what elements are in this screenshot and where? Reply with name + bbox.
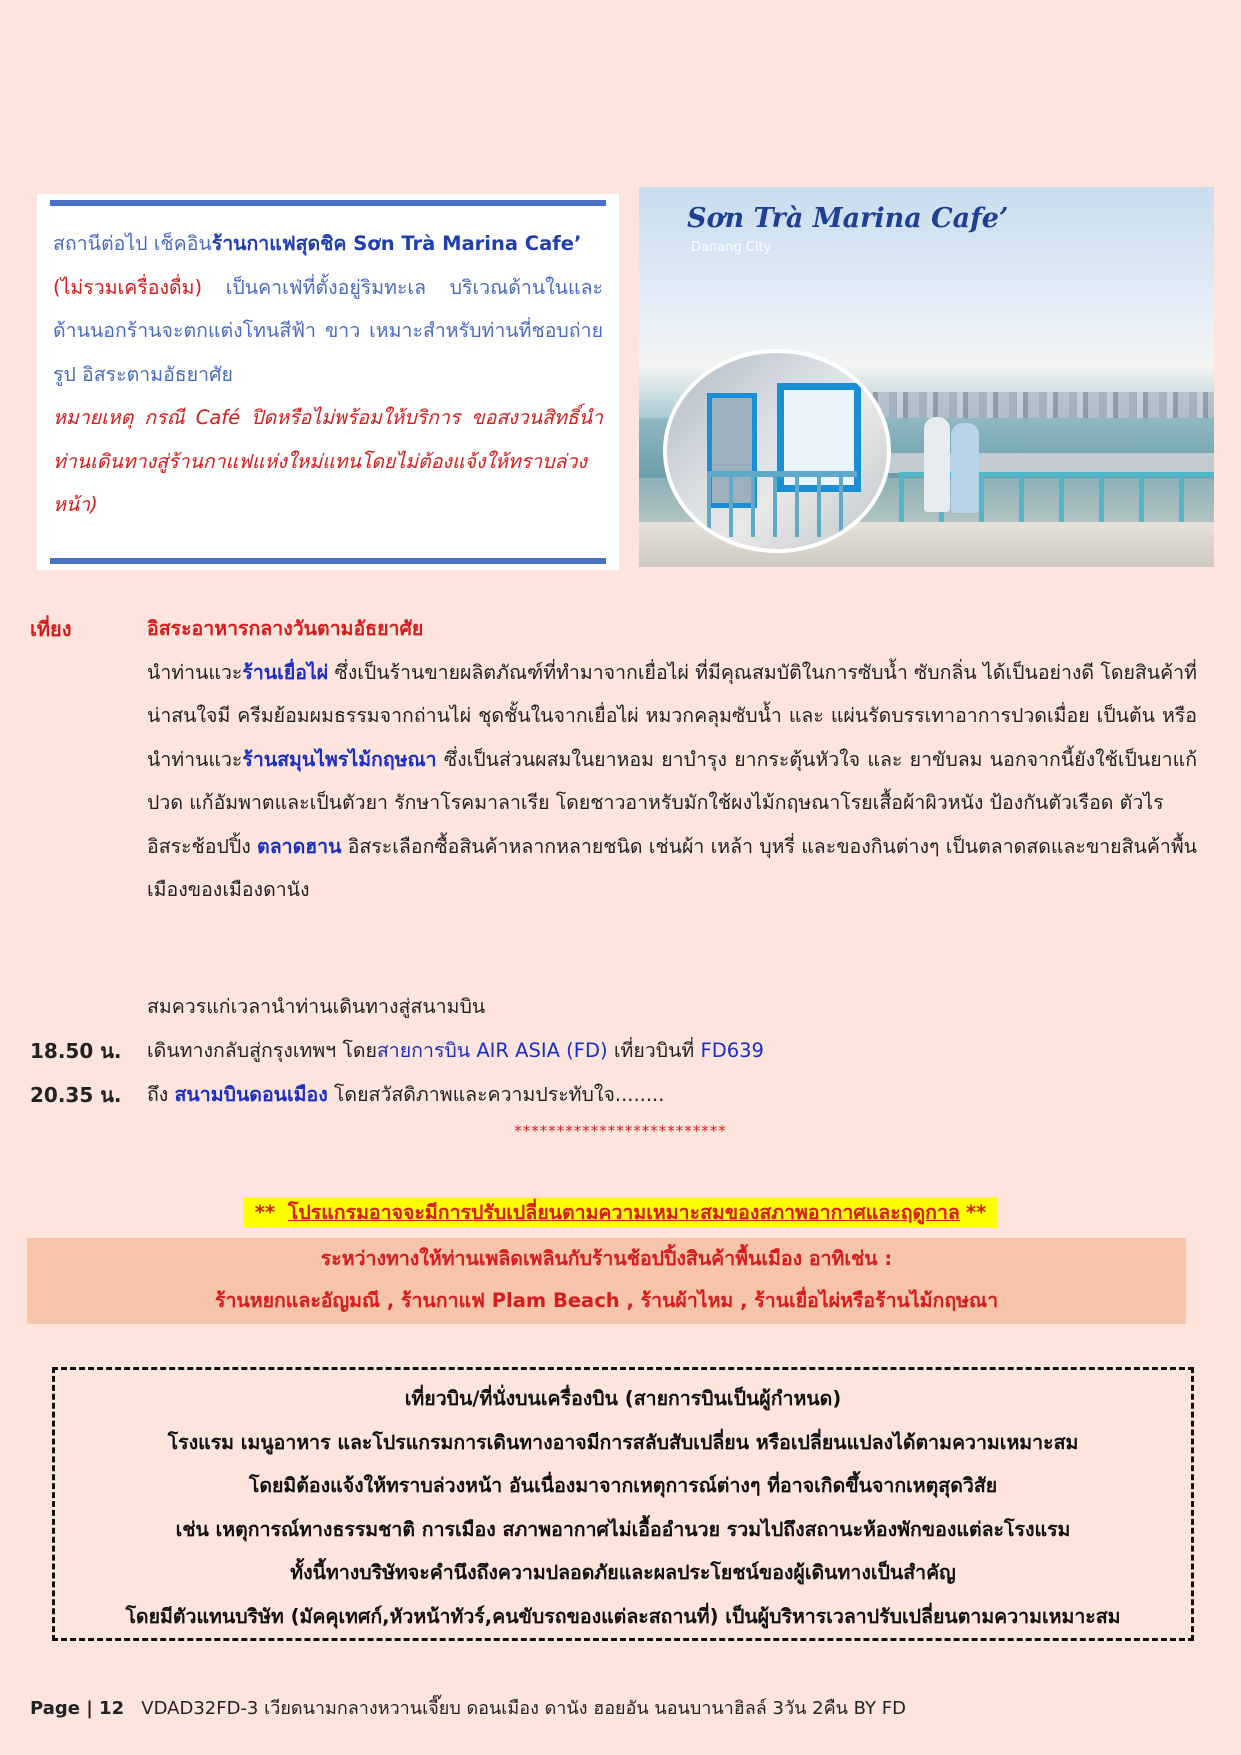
photo-subtitle: Danang City <box>691 240 772 255</box>
p2-text-b: อิสระเลือกซื้อสินค้าหลากหลายชนิด เช่นผ้า เหล้า บุหรี่ และของกินต่างๆ เป็นตลาดสดและขายสินค้าพื้นเมืองของเมืองดานัง <box>147 834 1198 901</box>
intro-line1: สถานีต่อไป เช็คอิน <box>53 232 212 255</box>
departure-line <box>147 1029 1197 1073</box>
han-market: ตลาดฮาน <box>257 834 342 858</box>
lunch-paragraph-2 <box>147 825 1197 912</box>
warning-highlight <box>243 1197 999 1228</box>
stars-divider: ************************* <box>514 1122 727 1140</box>
shopping-box <box>27 1238 1186 1324</box>
intro-description: เป็นคาเฟ่ที่ตั้งอยู่ริมทะเล บริเวณด้านในและด้านนอกร้านจะตกแต่งโทนสีฟ้า ขาว เหมาะสำหรับท่านที่ชอบถ่ายรูป อิสระตามอัธยาศัย <box>53 275 603 386</box>
to-airport: สมควรแก่เวลานำท่านเดินทางสู่สนามบิน <box>147 995 486 1018</box>
airport: สนามบินดอนเมือง <box>174 1083 328 1106</box>
dep-text-b: เที่ยวบินที่ <box>607 1039 701 1062</box>
dep-text-a: เดินทางกลับสู่กรุงเทพฯ โดย <box>147 1039 377 1062</box>
p1-text-b: ซึ่งเป็นร้านขายผลิตภัณฑ์ที่ทำมาจากเยื่อไผ่ ที่มีคุณสมบัติในการซับน้ำ ซับกลิ่น ได้เป็นอย่างดี โดยสินค้าที่น่าสนใจมี ครีมย้อมผมธรรมจากถ่านไผ่ ชุดชั้นในจากเยื่อไผ่ หมวกคลุมซับน้ำ และ แผ่นรัดบรรเทาอาการปวดเมื่อย เป็นต้น หรือ นำท่านแวะ <box>147 660 1197 771</box>
p1-text-c: ซึ่งเป็นส่วนผสมในยาหอม ยาบำรุง ยากระตุ้นหัวใจ และ ยาขับลม นอกจากนี้ยังใช้เป็นยาแก้ปวด แก้อัมพาตและเป็นตัวยา รักษาโรคมาลาเรีย โดยชาวอาหรับมักใช้ผงไม้กฤษณาโรยเสื้อผ้าผิวหนัง ป้องกันตัวเรือด ตัวไร <box>147 747 1197 814</box>
warning-prefix: ** <box>249 1197 288 1228</box>
photo-title: Sơn Trà Marina Cafe’ <box>687 203 1009 234</box>
interior-inset <box>663 349 891 553</box>
drinks-note: (ไม่รวมเครื่องดื่ม) <box>53 275 203 299</box>
tour-code: VDAD32FD-3 เวียดนามกลางหวานเจี๊ยบ ดอนเมือง ดานัง ฮอยอัน นอนบานาฮิลล์ 3วัน 2คืน BY FD <box>141 1698 906 1719</box>
page-footer <box>30 1693 906 1722</box>
intro-card <box>37 194 619 570</box>
time-arrival: 20.35 น. <box>30 1083 122 1107</box>
arr-text-b: โดยสวัสดิภาพและความประทับใจ........ <box>327 1083 665 1106</box>
notice-line: โดยมีตัวแทนบริษัท (มัคคุเทศก์,หัวหน้าทัวร์,คนขับรถของแต่ละสถานที่) เป็นผู้บริหารเวลาปรับเปลี่ยนตามความเหมาะสม <box>125 1604 1121 1628</box>
lunch-paragraph-1 <box>147 651 1197 825</box>
notice-box <box>52 1367 1194 1641</box>
airline: สายการบิน AIR ASIA (FD) <box>376 1039 608 1062</box>
cafe-photo <box>639 187 1214 567</box>
page-number: Page | 12 <box>30 1698 125 1719</box>
flight-number: FD639 <box>700 1039 764 1062</box>
shopping-line-2: ร้านหยกและอัญมณี , ร้านกาแฟ Plam Beach , ร้านผ้าไหม , ร้านเยื่อไผ่หรือร้านไม้กฤษณา <box>214 1289 999 1312</box>
intro-text <box>53 222 603 527</box>
inset-chairs <box>707 471 857 537</box>
notice-line: โรงแรม เมนูอาหาร และโปรแกรมการเดินทางอาจมีการสลับสับเปลี่ยน หรือเปลี่ยนแปลงได้ตามความเหมาะสม <box>167 1430 1079 1454</box>
notice-line: เที่ยวบิน/ที่นั่งบนเครื่องบิน (สายการบินเป็นผู้กำหนด) <box>404 1387 842 1410</box>
arrival-line <box>147 1073 1197 1117</box>
person-man <box>924 417 950 512</box>
arr-text-a: ถึง <box>147 1083 175 1106</box>
shop-agarwood: ร้านสมุนไพรไม้กฤษณา <box>242 747 437 771</box>
cafe-name: ร้านกาแฟสุดชิค Sơn Trà Marina Cafe’ <box>211 232 582 255</box>
lunch-label: เที่ยง <box>30 617 72 641</box>
warning-text: โปรแกรมอาจจะมีการปรับเปลี่ยนตามความเหมาะสมของสภาพอากาศและฤดูกาล <box>287 1201 960 1224</box>
shopping-line-1: ระหว่างทางให้ท่านเพลิดเพลินกับร้านช้อปปิ้งสินค้าพื้นเมือง อาทิเช่น : <box>320 1247 893 1270</box>
lunch-heading: อิสระอาหารกลางวันตามอัธยาศัย <box>147 617 424 640</box>
p2-text-a: อิสระช้อปปิ้ง <box>147 834 258 858</box>
time-departure: 18.50 น. <box>30 1039 122 1063</box>
warning-suffix: ** <box>960 1197 992 1228</box>
card-top-bar <box>50 200 606 206</box>
program-warning <box>0 1197 1241 1228</box>
shop-bamboo: ร้านเยื่อไผ่ <box>242 660 329 684</box>
notice-line: เช่น เหตุการณ์ทางธรรมชาติ การเมือง สภาพอากาศไม่เอื้ออำนวย รวมไปถึงสถานะห้องพักของแต่ละโรงแรม <box>175 1517 1071 1541</box>
notice-line: ทั้งนี้ทางบริษัทจะคำนึงถึงความปลอดภัยและผลประโยชน์ของผู้เดินทางเป็นสำคัญ <box>290 1561 956 1584</box>
intro-remark: หมายเหตุ กรณี Café ปิดหรือไม่พร้อมให้บริการ ขอสงวนสิทธิ์นำท่านเดินทางสู่ร้านกาแฟแห่งใหม่แทนโดยไม่ต้องแจ้งให้ทราบล่วงหน้า) <box>53 406 603 516</box>
p1-text-a: นำท่านแวะ <box>147 660 243 684</box>
card-bottom-bar <box>50 558 606 564</box>
person-woman <box>951 423 979 513</box>
lunch-section <box>147 607 1197 912</box>
notice-line: โดยมิต้องแจ้งให้ทราบล่วงหน้า อันเนื่องมาจากเหตุการณ์ต่างๆ ที่อาจเกิดขึ้นจากเหตุสุดวิสัย <box>248 1474 998 1497</box>
